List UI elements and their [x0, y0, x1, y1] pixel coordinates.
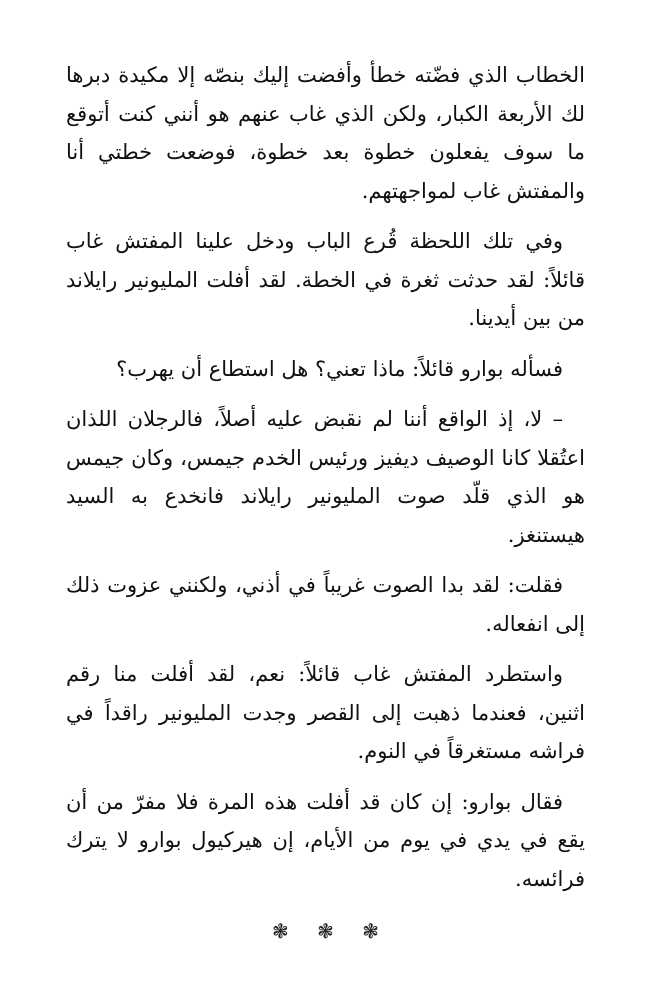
asterism-star-2: ❃ [317, 919, 334, 943]
paragraph-6: واستطرد المفتش غاب قائلاً: نعم، لقد أفلت منا رقم اثنين، فعندما ذهبت إلى القصر وجدت المليونير راقداً في فراشه مستغرقاً في النوم. [66, 662, 585, 763]
paragraph-3: فسأله بوارو قائلاً: ماذا تعني؟ هل استطاع أن يهرب؟ [116, 356, 563, 381]
asterism-star-1: ❃ [271, 919, 289, 943]
paragraph-1: الخطاب الذي فضّته خطأ وأفضت إليك بنصّه إلا مكيدة دبرها لك الأربعة الكبار، ولكن الذي غاب عنهم هو أنني كنت أتوقع ما سوف يفعلون خطوة بعد خطوة، فوضعت خطتي أنا والمفتش غاب لمواجهتهم. [66, 63, 585, 203]
paragraph-5: فقلت: لقد بدا الصوت غريباً في أذني، ولكنني عزوت ذلك إلى انفعاله. [66, 573, 585, 636]
paragraph-7: فقال بوارو: إن كان قد أفلت هذه المرة فلا مفرّ من أن يقع في يدي في يوم من الأيام، إن هيركيول بوارو لا يترك فرائسه. [66, 789, 585, 891]
section-separator [66, 912, 585, 951]
book-page [66, 56, 585, 951]
asterism-star-3: ❃ [362, 919, 379, 943]
paragraph-4: – لا، إذ الواقع أننا لم نقبض عليه أصلاً، فالرجلان اللذان اعتُقلا كانا الوصيف ديفيز ورئيس الخدم جيمس، وكان جيمس هو الذي قلّد صوت المليونير رايلاند فانخدع به السيد هيستنغز. [66, 407, 585, 547]
paragraph-2: وفي تلك اللحظة قُرع الباب ودخل علينا المفتش غاب قائلاً: لقد حدثت ثغرة في الخطة. لقد أفلت المليونير رايلاند من بين أيدينا. [66, 229, 585, 330]
